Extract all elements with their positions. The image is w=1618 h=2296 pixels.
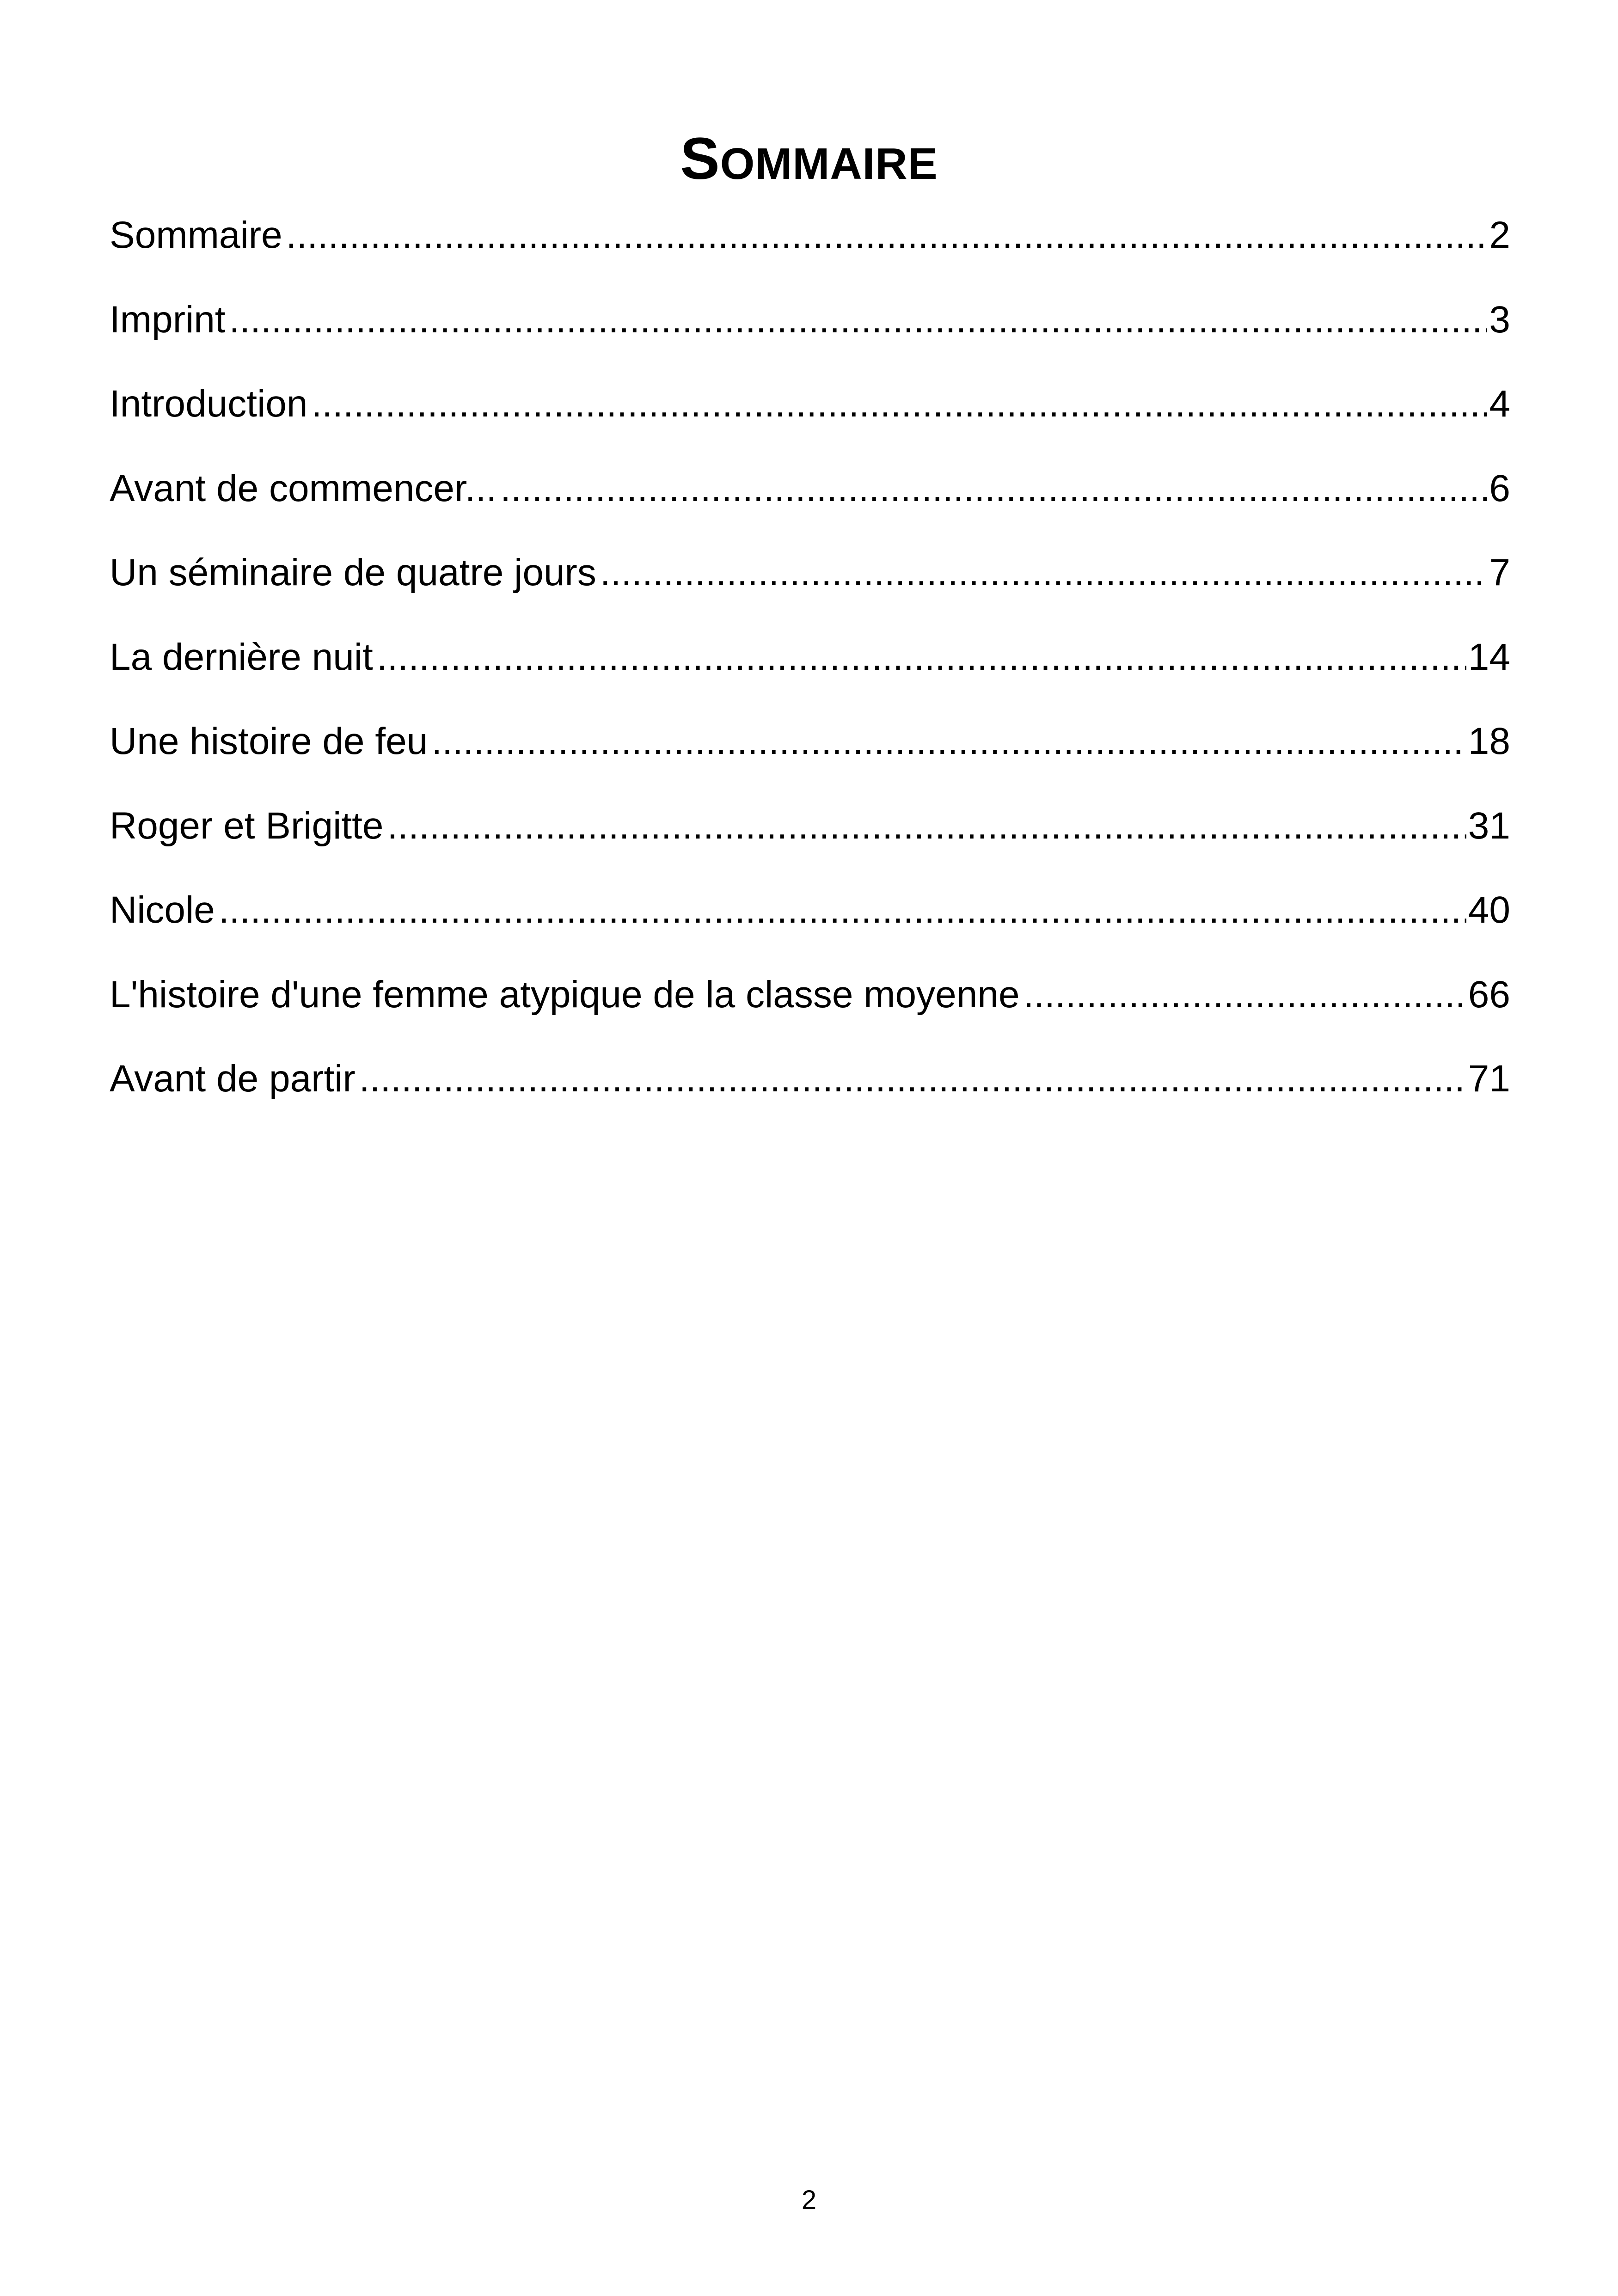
toc-leader-dots — [431, 699, 1466, 784]
title-first-letter: S — [680, 126, 720, 192]
toc-entry-avant-de-commencer[interactable] — [110, 447, 1510, 531]
toc-entry-label: Avant de partir — [110, 1058, 355, 1100]
toc-entry-avant-de-partir[interactable] — [110, 1037, 1510, 1121]
toc-entry-label: Un séminaire de quatre jours — [110, 551, 596, 594]
toc-entry-sommaire[interactable] — [110, 193, 1510, 278]
toc-entry-page: 66 — [1468, 973, 1510, 1016]
toc-entry-page: 7 — [1489, 551, 1510, 594]
toc-entry-introduction[interactable] — [110, 362, 1510, 447]
toc-leader-dots — [312, 362, 1488, 447]
toc-entry-label: Avant de commencer... — [110, 467, 497, 509]
toc-leader-dots — [219, 868, 1466, 953]
toc-leader-dots — [286, 193, 1488, 278]
toc-entry-label: Sommaire — [110, 214, 282, 256]
toc-leader-dots — [1024, 953, 1466, 1037]
toc-leader-dots — [387, 784, 1466, 869]
toc-entry-page: 3 — [1489, 298, 1510, 341]
page-number: 2 — [801, 2185, 817, 2215]
toc-entry-label: Imprint — [110, 298, 226, 341]
toc-entry-page: 71 — [1468, 1058, 1510, 1100]
toc-leader-dots — [359, 1037, 1466, 1121]
toc-entry-page: 14 — [1468, 636, 1510, 678]
toc-entry-page: 4 — [1489, 383, 1510, 425]
toc-entry-page: 40 — [1468, 889, 1510, 931]
toc-entry-label: Introduction — [110, 383, 308, 425]
toc-leader-dots — [377, 615, 1466, 700]
toc-entry-label: Nicole — [110, 889, 215, 931]
toc-entry-label: Une histoire de feu — [110, 720, 428, 762]
title-rest: OMMAIRE — [720, 139, 938, 189]
page-title — [0, 124, 1618, 199]
toc-entry-label: L'histoire d'une femme atypique de la classe moyenne — [110, 973, 1020, 1016]
toc-leader-dots — [500, 447, 1487, 531]
toc-entry-seminaire[interactable] — [110, 531, 1510, 615]
toc-entry-imprint[interactable] — [110, 278, 1510, 362]
toc-entry-derniere-nuit[interactable] — [110, 615, 1510, 700]
table-of-contents — [110, 193, 1510, 1121]
toc-entry-roger-et-brigitte[interactable] — [110, 784, 1510, 869]
toc-entry-nicole[interactable] — [110, 868, 1510, 953]
toc-entry-page: 31 — [1468, 804, 1510, 847]
toc-entry-femme-atypique[interactable] — [110, 953, 1510, 1037]
toc-leader-dots — [600, 531, 1488, 615]
toc-entry-page: 2 — [1489, 214, 1510, 256]
toc-leader-dots — [229, 278, 1488, 362]
toc-entry-label: Roger et Brigitte — [110, 804, 384, 847]
toc-entry-histoire-de-feu[interactable] — [110, 699, 1510, 784]
toc-entry-page: 6 — [1489, 467, 1510, 509]
toc-entry-label: La dernière nuit — [110, 636, 373, 678]
toc-entry-page: 18 — [1468, 720, 1510, 762]
